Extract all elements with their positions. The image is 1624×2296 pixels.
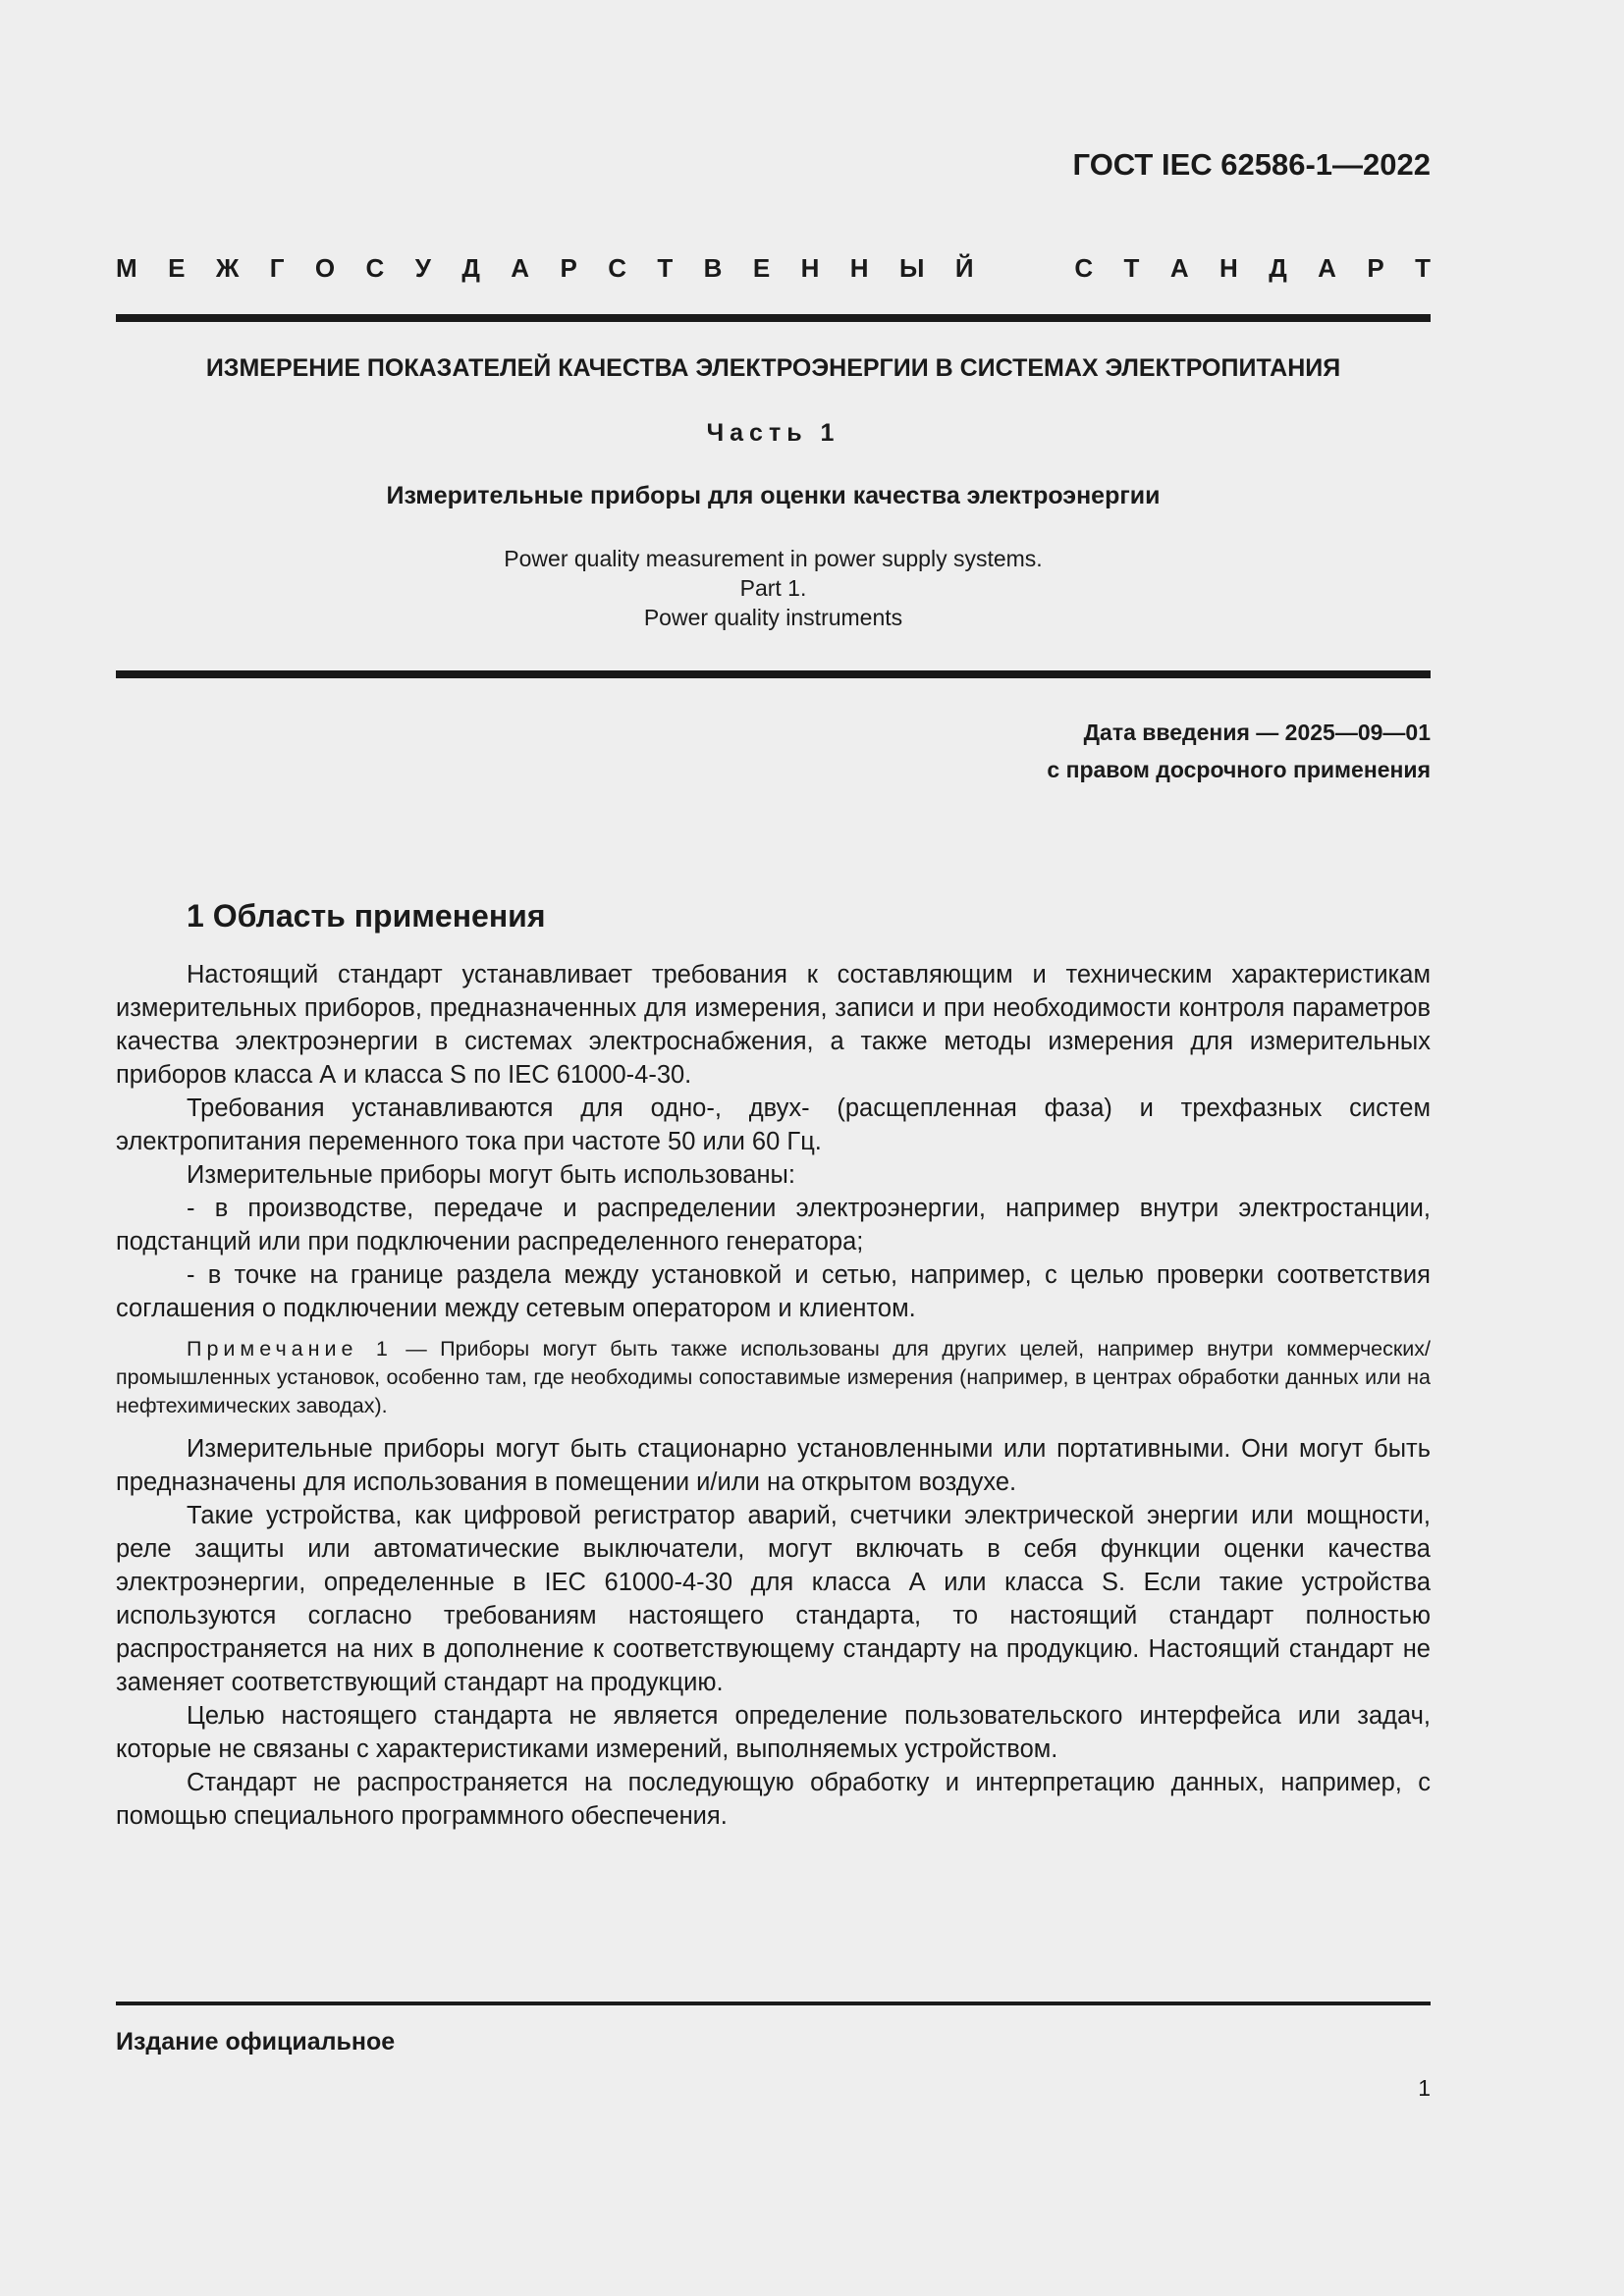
- standard-type-letter: М: [116, 253, 137, 283]
- standard-type-letter: С: [365, 253, 385, 283]
- paragraph-scope: Настоящий стандарт устанавливает требования к составляющим и техническим характеристикам измерительных приборов, предназначенных для измерения, записи и при необходимости контроля параметров качества электроэнергии в системах электроснабжения, а также методы измерения для измерительных приборов класса А и класса S по IEC 61000-4-30.: [116, 961, 1431, 1089]
- english-title: [116, 544, 1431, 632]
- standard-type-letter: Г: [269, 253, 285, 283]
- standard-type-letter: Т: [1123, 253, 1140, 283]
- english-title-line-1: Power quality measurement in power supply systems.: [504, 546, 1043, 571]
- top-divider: [116, 314, 1431, 322]
- standard-type-letter: Д: [461, 253, 480, 283]
- standard-type-letter: А: [1169, 253, 1189, 283]
- paragraph-exclusion: Стандарт не распространяется на последующую обработку и интерпретацию данных, например, с помощью специального программного обеспечения.: [116, 1769, 1431, 1830]
- standard-type-letter: А: [1318, 253, 1336, 283]
- paragraph-installation: Измерительные приборы могут быть стационарно установленными или портативными. Они могут быть предназначены для использования в помещении и/или на открытом воздухе.: [116, 1435, 1431, 1496]
- paragraph-usage-item-1: - в производстве, передаче и распределении электроэнергии, например внутри электростанции, подстанций или при подключении распределенного генератора;: [116, 1195, 1431, 1255]
- paragraph-purpose: Целью настоящего стандарта не является определение пользовательского интерфейса или задач, которые не связаны с характеристиками измерений, выполняемых устройством.: [116, 1702, 1431, 1763]
- footer-divider: [116, 2002, 1431, 2005]
- english-title-line-2: Part 1.: [739, 575, 807, 601]
- section-body: [116, 958, 1431, 1833]
- official-edition-label: Издание официальное: [116, 2028, 396, 2056]
- paragraph-requirements: Требования устанавливаются для одно-, двух- (расщепленная фаза) и трехфазных систем электропитания переменного тока при частоте 50 или 60 Гц.: [116, 1095, 1431, 1155]
- title-divider: [116, 670, 1431, 678]
- standard-type-letter: С: [1074, 253, 1094, 283]
- standard-type-letter: В: [703, 253, 723, 283]
- standard-type-letter: Н: [849, 253, 869, 283]
- standard-type-letter: Е: [752, 253, 771, 283]
- standard-type-letter: А: [511, 253, 530, 283]
- document-title: ИЗМЕРЕНИЕ ПОКАЗАТЕЛЕЙ КАЧЕСТВА ЭЛЕКТРОЭНЕРГИИ В СИСТЕМАХ ЭЛЕКТРОПИТАНИЯ: [205, 354, 1341, 382]
- introduction-date: [1047, 714, 1431, 788]
- note-label: Примечание 1: [187, 1337, 393, 1361]
- introduction-date-line: Дата введения — 2025—09—01: [1083, 720, 1431, 745]
- standard-type-letter: Н: [1219, 253, 1238, 283]
- note-1: [116, 1335, 1431, 1420]
- standard-type-letter: Ы: [898, 253, 925, 283]
- standard-type-letter: Т: [657, 253, 674, 283]
- paragraph-usage-item-2: - в точке на границе раздела между установкой и сетью, например, с целью проверки соответствия соглашения о подключении между сетевым оператором и клиентом.: [116, 1261, 1431, 1322]
- standard-type-letter: Р: [560, 253, 577, 283]
- paragraph-devices: Такие устройства, как цифровой регистратор аварий, счетчики электрической энергии или мощности, реле защиты или автоматические выключатели, могут включать в себя функции оценки качества электроэнергии, определенные в IEC 61000-4-30 для класса А или класса S. Если такие устройства используются согласно требованиям настоящего стандарта, то настоящий стандарт полностью распространяется на них в дополнение к соответствующему стандарту на продукцию. Настоящий стандарт не заменяет соответствующий стандарт на продукцию.: [116, 1502, 1431, 1696]
- note-text: — Приборы могут быть также использованы для других целей, например внутри коммерческих/промышленных установок, особенно там, где необходимы сопоставимые измерения (например, в центрах обработки данных или на нефтехимических заводах).: [116, 1337, 1432, 1417]
- standard-type-heading: [116, 253, 1431, 284]
- early-application-line: с правом досрочного применения: [1047, 757, 1431, 782]
- standard-type-letter: О: [314, 253, 336, 283]
- paragraph-usage-intro: Измерительные приборы могут быть использованы:: [187, 1161, 795, 1189]
- section-heading: 1 Область применения: [187, 898, 546, 934]
- page-number: 1: [1418, 2075, 1431, 2101]
- standard-type-letter: Д: [1269, 253, 1287, 283]
- english-title-line-3: Power quality instruments: [643, 605, 903, 630]
- standard-type-letter: С: [608, 253, 626, 283]
- standard-type-letter: Ж: [215, 253, 240, 283]
- standard-type-word-gap: [1004, 253, 1044, 284]
- standard-type-letter: Й: [954, 253, 974, 283]
- standard-type-letter: Т: [1415, 253, 1431, 283]
- document-number: ГОСТ IEC 62586-1—2022: [1072, 147, 1431, 182]
- standard-type-letter: Р: [1367, 253, 1384, 283]
- document-subtitle: Измерительные приборы для оценки качества электроэнергии: [386, 482, 1161, 509]
- part-label: Часть 1: [706, 419, 840, 447]
- standard-type-letter: Н: [800, 253, 820, 283]
- standard-type-letter: Е: [168, 253, 186, 283]
- standard-type-letter: У: [414, 253, 431, 283]
